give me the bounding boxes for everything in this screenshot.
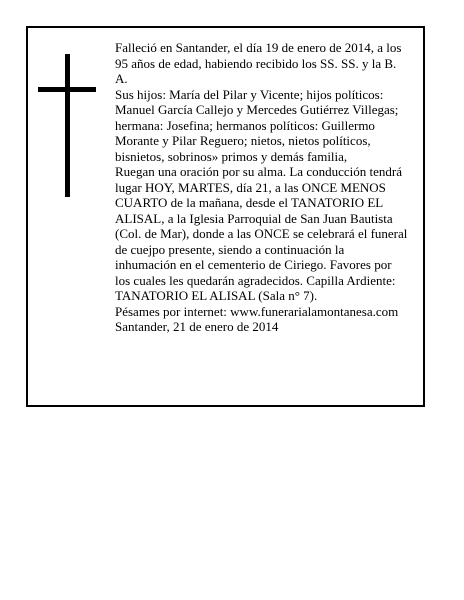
obituary-text: Falleció en Santander, el día 19 de enero de 2014, a los 95 años de edad, habiendo recibido los SS. SS. y la B. A. Sus hijos: María del Pilar y Vicente; hijos políticos: Manuel García Callejo y Mercedes Gutiérrez Villegas; hermana: Josefina; hermanos políticos: Guillermo Morante y Pilar Reguero; nietos, nietos políticos, bisnietos, sobrinos» primos y demás familia, Ruegan una oración por su alma. La conducción tendrá lugar HOY, MARTES, día 21, a las ONCE MENOS CUARTO de la mañana, desde el TANATORIO EL ALISAL, a la Iglesia Parroquial de San Juan Bautista (Col. de Mar), donde a las ONCE se celebrará el funeral de cuejpo presente, siendo a continuación la inhumación en el cementerio de Ciriego. Favores por los cuales les quedarán agradecidos. Capilla Ardiente: TANATORIO EL ALISAL (Sala n° 7). Pésames por internet: www.funerarialamontanesa.com Santander, 21 de enero de 2014 [115, 40, 408, 334]
obituary-notice [26, 26, 425, 407]
cross-icon [38, 54, 96, 197]
cross-horizontal-bar [38, 87, 96, 92]
cross-vertical-bar [65, 54, 70, 197]
